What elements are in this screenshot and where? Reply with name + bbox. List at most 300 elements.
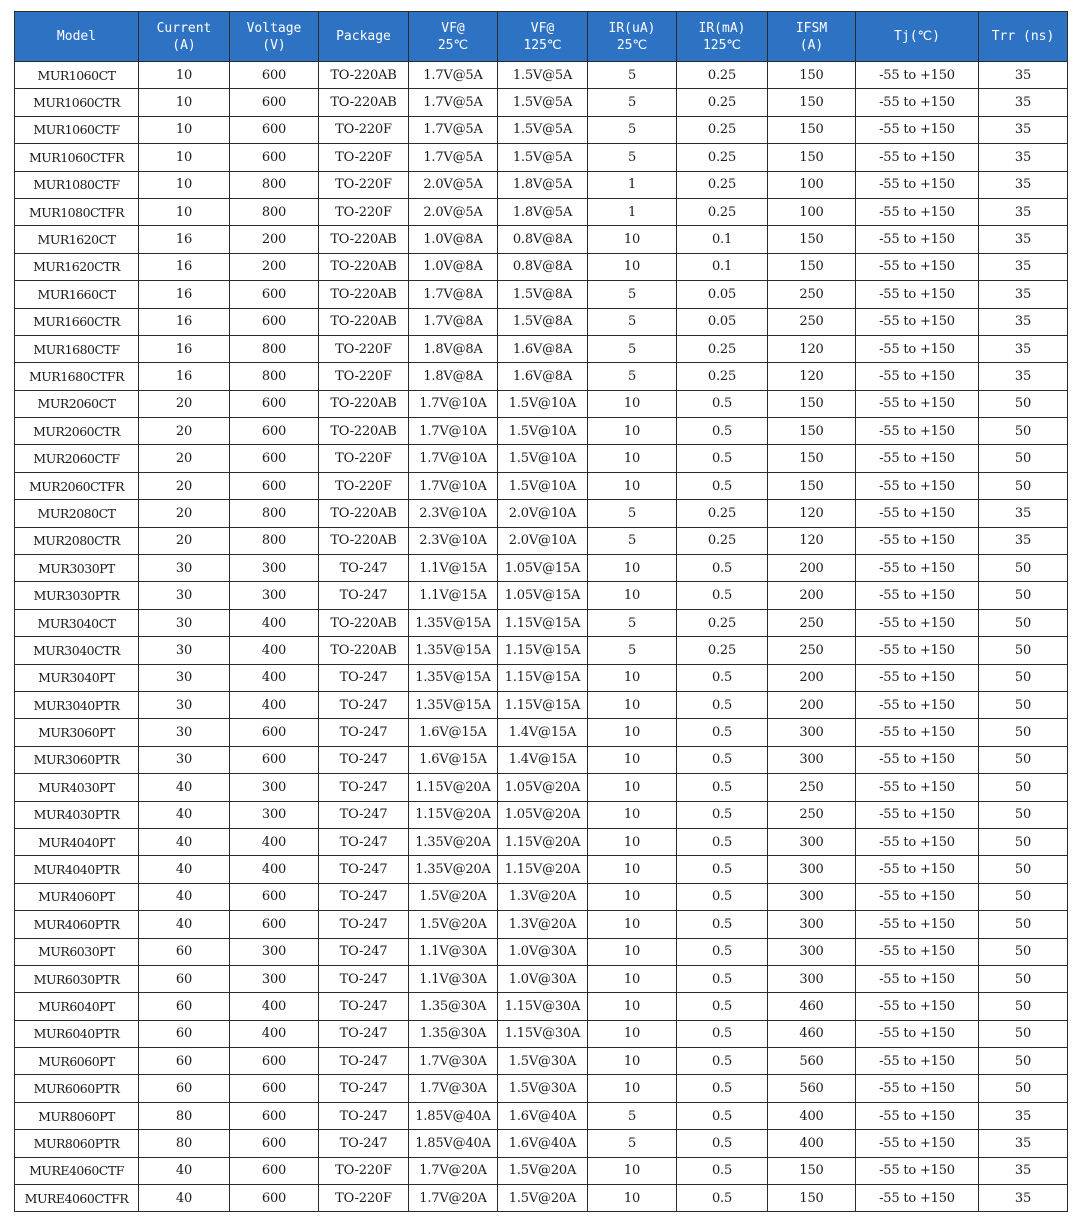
cell-trr: 35	[979, 198, 1068, 225]
cell-tj: -55 to +150	[856, 664, 979, 691]
cell-tj: -55 to +150	[856, 1185, 979, 1212]
cell-current: 60	[139, 1075, 230, 1102]
cell-ifsm: 250	[768, 281, 856, 308]
cell-ir-ma-125c: 0.5	[677, 1075, 768, 1102]
cell-trr: 35	[979, 500, 1068, 527]
cell-ir-ua-25c: 10	[588, 555, 677, 582]
cell-voltage: 400	[230, 664, 319, 691]
cell-tj: -55 to +150	[856, 719, 979, 746]
table-row	[15, 609, 1068, 636]
cell-ir-ma-125c: 0.5	[677, 883, 768, 910]
cell-current: 20	[139, 500, 230, 527]
cell-package: TO-220AB	[319, 308, 409, 335]
cell-package: TO-247	[319, 746, 409, 773]
column-header-tj	[856, 12, 979, 62]
cell-trr: 50	[979, 993, 1068, 1020]
cell-ir-ua-25c: 5	[588, 144, 677, 171]
cell-voltage: 800	[230, 527, 319, 554]
cell-vf-25c: 1.7V@10A	[409, 472, 498, 499]
cell-ir-ma-125c: 0.5	[677, 582, 768, 609]
cell-current: 80	[139, 1130, 230, 1157]
cell-vf-25c: 2.0V@5A	[409, 171, 498, 198]
cell-package: TO-247	[319, 1048, 409, 1075]
cell-voltage: 200	[230, 253, 319, 280]
cell-voltage: 400	[230, 609, 319, 636]
cell-ir-ua-25c: 5	[588, 281, 677, 308]
cell-current: 60	[139, 965, 230, 992]
cell-package: TO-247	[319, 965, 409, 992]
cell-trr: 50	[979, 938, 1068, 965]
cell-voltage: 600	[230, 445, 319, 472]
cell-ir-ua-25c: 5	[588, 363, 677, 390]
cell-vf-125c: 1.5V@5A	[498, 144, 588, 171]
cell-current: 40	[139, 883, 230, 910]
table-row	[15, 308, 1068, 335]
cell-ir-ma-125c: 0.5	[677, 555, 768, 582]
cell-tj: -55 to +150	[856, 171, 979, 198]
column-header-line: VF@	[441, 20, 465, 36]
cell-vf-25c: 1.35V@20A	[409, 828, 498, 855]
cell-current: 40	[139, 828, 230, 855]
cell-model: MUR2060CTR	[15, 418, 139, 445]
table-row	[15, 281, 1068, 308]
cell-package: TO-247	[319, 1075, 409, 1102]
cell-ir-ma-125c: 0.5	[677, 911, 768, 938]
cell-ifsm: 300	[768, 746, 856, 773]
cell-vf-125c: 1.05V@20A	[498, 774, 588, 801]
cell-ir-ua-25c: 5	[588, 637, 677, 664]
cell-ir-ma-125c: 0.5	[677, 801, 768, 828]
cell-ir-ma-125c: 0.25	[677, 637, 768, 664]
cell-trr: 35	[979, 1185, 1068, 1212]
cell-current: 40	[139, 856, 230, 883]
column-header-line: IFSM	[795, 20, 828, 36]
cell-ifsm: 150	[768, 116, 856, 143]
cell-tj: -55 to +150	[856, 226, 979, 253]
cell-package: TO-247	[319, 664, 409, 691]
cell-ir-ua-25c: 10	[588, 445, 677, 472]
cell-voltage: 800	[230, 335, 319, 362]
cell-current: 30	[139, 746, 230, 773]
cell-current: 30	[139, 609, 230, 636]
cell-tj: -55 to +150	[856, 746, 979, 773]
cell-vf-25c: 1.7V@10A	[409, 390, 498, 417]
cell-ir-ua-25c: 10	[588, 253, 677, 280]
table-row	[15, 335, 1068, 362]
column-header-package	[319, 12, 409, 62]
cell-package: TO-247	[319, 1020, 409, 1047]
cell-vf-125c: 1.15V@30A	[498, 1020, 588, 1047]
cell-ir-ua-25c: 5	[588, 62, 677, 89]
cell-trr: 50	[979, 445, 1068, 472]
cell-voltage: 300	[230, 965, 319, 992]
cell-ifsm: 300	[768, 883, 856, 910]
cell-model: MUR1660CT	[15, 281, 139, 308]
cell-current: 30	[139, 582, 230, 609]
cell-trr: 50	[979, 774, 1068, 801]
cell-ir-ma-125c: 0.5	[677, 445, 768, 472]
column-header-line: IR(uA)	[608, 20, 656, 36]
column-header-line: 25℃	[616, 37, 648, 53]
cell-vf-125c: 1.5V@5A	[498, 89, 588, 116]
table-row	[15, 144, 1068, 171]
cell-vf-25c: 1.7V@10A	[409, 418, 498, 445]
cell-vf-125c: 1.5V@10A	[498, 418, 588, 445]
cell-ir-ma-125c: 0.5	[677, 1102, 768, 1129]
cell-current: 60	[139, 993, 230, 1020]
cell-package: TO-220F	[319, 472, 409, 499]
cell-ir-ua-25c: 5	[588, 1130, 677, 1157]
cell-model: MUR3060PTR	[15, 746, 139, 773]
cell-vf-25c: 1.35@30A	[409, 993, 498, 1020]
cell-model: MUR6060PTR	[15, 1075, 139, 1102]
cell-package: TO-220AB	[319, 226, 409, 253]
cell-tj: -55 to +150	[856, 828, 979, 855]
cell-ir-ua-25c: 5	[588, 1102, 677, 1129]
cell-tj: -55 to +150	[856, 1130, 979, 1157]
cell-voltage: 400	[230, 1020, 319, 1047]
cell-current: 10	[139, 144, 230, 171]
cell-voltage: 600	[230, 472, 319, 499]
cell-ir-ma-125c: 0.25	[677, 89, 768, 116]
table-row	[15, 1048, 1068, 1075]
cell-model: MUR8060PT	[15, 1102, 139, 1129]
cell-trr: 50	[979, 911, 1068, 938]
table-body	[15, 62, 1068, 1212]
cell-tj: -55 to +150	[856, 527, 979, 554]
cell-model: MUR4040PT	[15, 828, 139, 855]
cell-tj: -55 to +150	[856, 555, 979, 582]
cell-ifsm: 120	[768, 527, 856, 554]
cell-trr: 50	[979, 856, 1068, 883]
column-header-ir-ua-25c	[588, 12, 677, 62]
cell-voltage: 800	[230, 171, 319, 198]
cell-ifsm: 150	[768, 226, 856, 253]
cell-vf-125c: 1.15V@30A	[498, 993, 588, 1020]
column-header-line: (A)	[799, 37, 824, 53]
cell-vf-25c: 1.7V@5A	[409, 89, 498, 116]
cell-model: MUR1080CTF	[15, 171, 139, 198]
cell-vf-25c: 2.0V@5A	[409, 198, 498, 225]
cell-current: 16	[139, 226, 230, 253]
cell-trr: 50	[979, 719, 1068, 746]
cell-trr: 50	[979, 1075, 1068, 1102]
cell-ir-ua-25c: 10	[588, 746, 677, 773]
cell-ifsm: 200	[768, 582, 856, 609]
cell-vf-125c: 1.5V@10A	[498, 390, 588, 417]
cell-current: 40	[139, 911, 230, 938]
cell-voltage: 600	[230, 1048, 319, 1075]
cell-ir-ua-25c: 10	[588, 418, 677, 445]
cell-package: TO-220F	[319, 1185, 409, 1212]
cell-ir-ma-125c: 0.5	[677, 938, 768, 965]
cell-voltage: 600	[230, 390, 319, 417]
cell-current: 10	[139, 171, 230, 198]
cell-tj: -55 to +150	[856, 1102, 979, 1129]
cell-tj: -55 to +150	[856, 281, 979, 308]
cell-ir-ma-125c: 0.5	[677, 828, 768, 855]
cell-vf-125c: 1.4V@15A	[498, 719, 588, 746]
table-row	[15, 856, 1068, 883]
cell-package: TO-220AB	[319, 62, 409, 89]
cell-model: MUR6040PTR	[15, 1020, 139, 1047]
cell-ir-ua-25c: 10	[588, 883, 677, 910]
cell-model: MUR1680CTF	[15, 335, 139, 362]
cell-ir-ma-125c: 0.25	[677, 62, 768, 89]
cell-ir-ua-25c: 10	[588, 719, 677, 746]
cell-vf-25c: 1.5V@20A	[409, 883, 498, 910]
cell-ifsm: 150	[768, 445, 856, 472]
cell-model: MUR2060CTF	[15, 445, 139, 472]
cell-ir-ua-25c: 10	[588, 993, 677, 1020]
cell-package: TO-220AB	[319, 418, 409, 445]
cell-current: 20	[139, 418, 230, 445]
cell-package: TO-247	[319, 828, 409, 855]
cell-vf-125c: 1.8V@5A	[498, 198, 588, 225]
cell-vf-25c: 1.8V@8A	[409, 335, 498, 362]
column-header-ifsm	[768, 12, 856, 62]
cell-ir-ua-25c: 10	[588, 1020, 677, 1047]
cell-ir-ma-125c: 0.25	[677, 335, 768, 362]
cell-tj: -55 to +150	[856, 335, 979, 362]
cell-trr: 35	[979, 253, 1068, 280]
table-row	[15, 582, 1068, 609]
cell-tj: -55 to +150	[856, 883, 979, 910]
cell-vf-125c: 1.5V@30A	[498, 1048, 588, 1075]
cell-ir-ua-25c: 10	[588, 1157, 677, 1184]
cell-ir-ma-125c: 0.25	[677, 527, 768, 554]
table-row	[15, 664, 1068, 691]
cell-vf-125c: 1.5V@10A	[498, 445, 588, 472]
cell-vf-125c: 1.5V@20A	[498, 1185, 588, 1212]
cell-voltage: 200	[230, 226, 319, 253]
table-row	[15, 390, 1068, 417]
cell-ifsm: 300	[768, 856, 856, 883]
cell-vf-25c: 1.15V@20A	[409, 801, 498, 828]
cell-package: TO-220F	[319, 198, 409, 225]
cell-ifsm: 250	[768, 774, 856, 801]
cell-vf-125c: 1.5V@30A	[498, 1075, 588, 1102]
cell-model: MUR2060CT	[15, 390, 139, 417]
cell-ir-ma-125c: 0.5	[677, 856, 768, 883]
cell-vf-125c: 1.3V@20A	[498, 911, 588, 938]
cell-vf-25c: 1.1V@30A	[409, 965, 498, 992]
cell-trr: 50	[979, 418, 1068, 445]
cell-trr: 35	[979, 281, 1068, 308]
column-header-line: 25℃	[437, 37, 469, 53]
cell-vf-25c: 1.7V@8A	[409, 308, 498, 335]
cell-current: 30	[139, 555, 230, 582]
cell-ifsm: 300	[768, 938, 856, 965]
cell-model: MUR1620CTR	[15, 253, 139, 280]
cell-package: TO-247	[319, 582, 409, 609]
cell-vf-25c: 1.7V@5A	[409, 62, 498, 89]
column-header-line: 125℃	[523, 37, 562, 53]
cell-tj: -55 to +150	[856, 500, 979, 527]
table-row	[15, 418, 1068, 445]
table-row	[15, 1075, 1068, 1102]
cell-vf-125c: 1.6V@40A	[498, 1130, 588, 1157]
cell-voltage: 600	[230, 746, 319, 773]
cell-trr: 50	[979, 555, 1068, 582]
table-row	[15, 828, 1068, 855]
cell-vf-25c: 1.7V@30A	[409, 1075, 498, 1102]
column-header-line: IR(mA)	[698, 20, 746, 36]
table-row	[15, 253, 1068, 280]
cell-vf-125c: 1.5V@5A	[498, 62, 588, 89]
cell-tj: -55 to +150	[856, 198, 979, 225]
cell-vf-25c: 1.0V@8A	[409, 253, 498, 280]
cell-voltage: 600	[230, 144, 319, 171]
cell-vf-125c: 1.3V@20A	[498, 883, 588, 910]
cell-vf-125c: 2.0V@10A	[498, 500, 588, 527]
cell-ifsm: 150	[768, 62, 856, 89]
column-header-line: Package	[336, 29, 391, 44]
cell-ir-ma-125c: 0.5	[677, 1157, 768, 1184]
cell-voltage: 800	[230, 363, 319, 390]
cell-ifsm: 150	[768, 1157, 856, 1184]
cell-ifsm: 560	[768, 1075, 856, 1102]
table-row	[15, 637, 1068, 664]
cell-model: MUR1060CTF	[15, 116, 139, 143]
cell-current: 10	[139, 198, 230, 225]
cell-package: TO-247	[319, 1102, 409, 1129]
cell-trr: 50	[979, 883, 1068, 910]
cell-ir-ma-125c: 0.5	[677, 418, 768, 445]
cell-vf-125c: 1.05V@20A	[498, 801, 588, 828]
cell-voltage: 300	[230, 801, 319, 828]
table-row	[15, 116, 1068, 143]
cell-vf-125c: 1.05V@15A	[498, 555, 588, 582]
cell-ifsm: 150	[768, 144, 856, 171]
cell-ifsm: 150	[768, 390, 856, 417]
cell-vf-25c: 1.1V@15A	[409, 582, 498, 609]
cell-vf-125c: 0.8V@8A	[498, 226, 588, 253]
cell-tj: -55 to +150	[856, 856, 979, 883]
cell-ir-ua-25c: 10	[588, 801, 677, 828]
cell-package: TO-220AB	[319, 89, 409, 116]
cell-ifsm: 400	[768, 1102, 856, 1129]
cell-vf-25c: 1.35V@15A	[409, 609, 498, 636]
cell-current: 16	[139, 253, 230, 280]
cell-package: TO-220AB	[319, 637, 409, 664]
cell-trr: 35	[979, 363, 1068, 390]
table-row	[15, 774, 1068, 801]
cell-voltage: 600	[230, 1102, 319, 1129]
cell-ir-ma-125c: 0.25	[677, 116, 768, 143]
cell-ifsm: 200	[768, 555, 856, 582]
cell-trr: 35	[979, 1130, 1068, 1157]
cell-trr: 35	[979, 335, 1068, 362]
table-row	[15, 363, 1068, 390]
cell-package: TO-247	[319, 1130, 409, 1157]
cell-current: 30	[139, 637, 230, 664]
cell-ifsm: 100	[768, 198, 856, 225]
cell-package: TO-220F	[319, 1157, 409, 1184]
cell-voltage: 600	[230, 281, 319, 308]
table-row	[15, 1130, 1068, 1157]
cell-model: MUR2060CTFR	[15, 472, 139, 499]
cell-ifsm: 200	[768, 691, 856, 718]
cell-tj: -55 to +150	[856, 472, 979, 499]
cell-ifsm: 300	[768, 719, 856, 746]
cell-current: 16	[139, 335, 230, 362]
cell-voltage: 400	[230, 993, 319, 1020]
cell-package: TO-247	[319, 691, 409, 718]
cell-vf-125c: 1.15V@15A	[498, 637, 588, 664]
cell-trr: 35	[979, 144, 1068, 171]
cell-tj: -55 to +150	[856, 308, 979, 335]
cell-tj: -55 to +150	[856, 390, 979, 417]
column-header-voltage	[230, 12, 319, 62]
cell-ifsm: 250	[768, 637, 856, 664]
cell-trr: 50	[979, 472, 1068, 499]
cell-ifsm: 150	[768, 472, 856, 499]
column-header-line: 125℃	[702, 37, 742, 53]
column-header-line: Current	[156, 20, 212, 36]
table-row	[15, 1157, 1068, 1184]
cell-model: MUR4060PT	[15, 883, 139, 910]
table-row	[15, 801, 1068, 828]
cell-ifsm: 460	[768, 1020, 856, 1047]
cell-vf-25c: 1.35V@15A	[409, 637, 498, 664]
cell-model: MUR3060PT	[15, 719, 139, 746]
cell-vf-25c: 1.35V@20A	[409, 856, 498, 883]
cell-current: 16	[139, 281, 230, 308]
cell-ir-ma-125c: 0.05	[677, 281, 768, 308]
cell-ir-ma-125c: 0.5	[677, 472, 768, 499]
header-row	[15, 12, 1068, 62]
cell-tj: -55 to +150	[856, 445, 979, 472]
cell-vf-125c: 1.15V@15A	[498, 609, 588, 636]
cell-ir-ua-25c: 10	[588, 226, 677, 253]
table-row	[15, 555, 1068, 582]
cell-vf-25c: 2.3V@10A	[409, 527, 498, 554]
cell-package: TO-220AB	[319, 390, 409, 417]
cell-model: MURE4060CTFR	[15, 1185, 139, 1212]
table-row	[15, 1020, 1068, 1047]
cell-ifsm: 120	[768, 335, 856, 362]
cell-vf-125c: 1.6V@8A	[498, 335, 588, 362]
cell-current: 30	[139, 691, 230, 718]
table-row	[15, 89, 1068, 116]
cell-ifsm: 150	[768, 1185, 856, 1212]
cell-vf-125c: 1.15V@15A	[498, 691, 588, 718]
cell-tj: -55 to +150	[856, 144, 979, 171]
cell-vf-25c: 2.3V@10A	[409, 500, 498, 527]
cell-voltage: 300	[230, 582, 319, 609]
table-row	[15, 691, 1068, 718]
table-row	[15, 1102, 1068, 1129]
cell-trr: 50	[979, 801, 1068, 828]
cell-ir-ma-125c: 0.25	[677, 171, 768, 198]
cell-current: 60	[139, 1048, 230, 1075]
cell-model: MUR8060PTR	[15, 1130, 139, 1157]
cell-vf-25c: 1.35@30A	[409, 1020, 498, 1047]
cell-package: TO-220AB	[319, 253, 409, 280]
cell-ir-ma-125c: 0.5	[677, 390, 768, 417]
cell-vf-25c: 1.35V@15A	[409, 691, 498, 718]
cell-voltage: 400	[230, 856, 319, 883]
cell-vf-125c: 2.0V@10A	[498, 527, 588, 554]
cell-voltage: 800	[230, 500, 319, 527]
cell-tj: -55 to +150	[856, 1157, 979, 1184]
cell-model: MUR4060PTR	[15, 911, 139, 938]
cell-ir-ma-125c: 0.5	[677, 1048, 768, 1075]
cell-tj: -55 to +150	[856, 1020, 979, 1047]
cell-voltage: 300	[230, 774, 319, 801]
column-header-line: Voltage	[246, 20, 302, 36]
